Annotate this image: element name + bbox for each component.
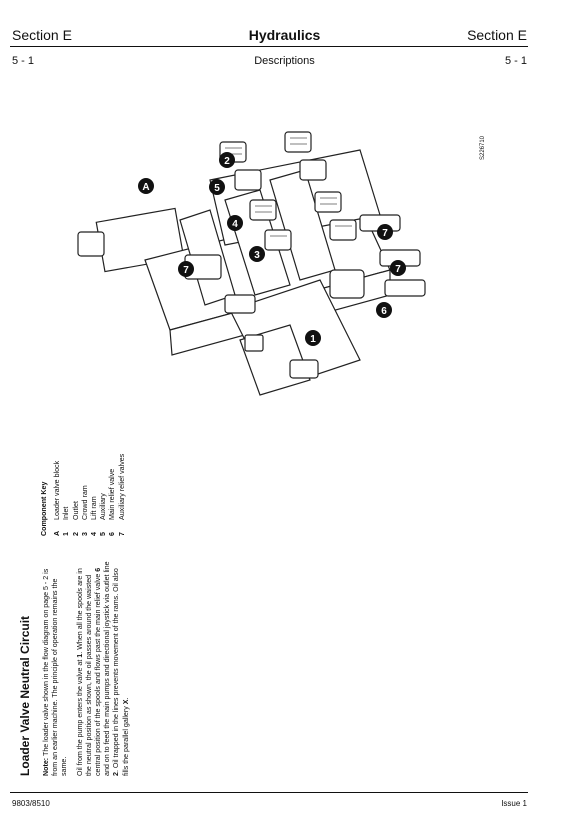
- callout-7-top: 7: [382, 228, 388, 239]
- key-row: [99, 386, 108, 536]
- section-label-left: Section E: [12, 27, 72, 43]
- callout-6: 6: [381, 306, 387, 317]
- article-title: Loader Valve Neutral Circuit: [18, 615, 32, 776]
- body-text: .: [121, 697, 130, 700]
- callout-7-left: 7: [183, 265, 189, 276]
- issue-label: Issue 1: [501, 799, 527, 808]
- key-label: Inlet: [62, 506, 71, 520]
- key-id: 4: [90, 532, 99, 536]
- key-row: [108, 386, 117, 536]
- header-rule: [10, 46, 528, 47]
- key-label: Loader valve block: [53, 460, 62, 520]
- key-label: Crowd ram: [80, 485, 89, 520]
- key-id: A: [53, 530, 62, 536]
- figure-id: S226710: [480, 135, 486, 160]
- page-number-right: 5 - 1: [504, 55, 527, 67]
- key-title: Component Key: [40, 481, 48, 536]
- body-text: and on to feed the main pumps and directional joystick via outlet line: [103, 561, 112, 776]
- ref-1: 1: [75, 653, 84, 658]
- callout-A: A: [142, 182, 150, 193]
- key-row: [81, 386, 90, 536]
- key-id: 5: [99, 532, 108, 536]
- note-text: The loader valve shown in the flow diagram on page 5 - 2 is from an earlier machine. The principle of operation remains the same.: [42, 568, 69, 776]
- callout-5: 5: [214, 183, 220, 194]
- callout-7-right: 7: [395, 264, 401, 275]
- page-number-left: 5 - 1: [12, 55, 35, 67]
- body-text: Oil from the pump enters the valve at: [75, 657, 84, 776]
- key-id: 2: [71, 532, 80, 536]
- key-row: [90, 386, 99, 536]
- callout-4: 4: [232, 219, 238, 230]
- page-title: Hydraulics: [248, 27, 321, 43]
- component-key: [40, 386, 127, 536]
- ref-6: 6: [94, 567, 103, 572]
- key-label: Outlet: [71, 501, 80, 520]
- page-subtitle: Descriptions: [254, 55, 315, 67]
- key-id: 6: [108, 532, 117, 536]
- key-row: [72, 386, 81, 536]
- key-row: [62, 386, 71, 536]
- key-id: 7: [117, 532, 126, 536]
- key-label: Auxiliary: [99, 493, 108, 520]
- key-row: [118, 386, 127, 536]
- key-id: 1: [62, 532, 71, 536]
- note-paragraph: [42, 561, 70, 776]
- callout-3: 3: [254, 250, 260, 261]
- footer-rule: [10, 792, 528, 793]
- document-number: 9803/8510: [12, 799, 50, 808]
- section-label-right: Section E: [467, 27, 527, 43]
- key-id: 3: [80, 532, 89, 536]
- article-body: [42, 561, 137, 776]
- body-paragraph: [76, 561, 131, 776]
- ref-x: X: [121, 699, 130, 705]
- key-label: Lift ram: [90, 496, 99, 520]
- body-text: . When all the spools are in the neutral position as shown, the oil passes around the waisted central position of the spools and flows past the main relief valve: [75, 568, 103, 776]
- ref-2: 2: [112, 772, 121, 776]
- callout-1: 1: [310, 334, 316, 345]
- key-label: Main relief valve: [108, 468, 117, 520]
- note-label: Note:: [42, 757, 50, 776]
- key-label: Auxiliary relief valves: [117, 453, 126, 520]
- key-row: [53, 386, 62, 536]
- valve-block-illustration: [60, 120, 460, 410]
- callout-2: 2: [224, 156, 230, 167]
- body-text: . Oil trapped in the lines prevents movement of the rams. Oil also fills the parallel gallery: [112, 568, 130, 776]
